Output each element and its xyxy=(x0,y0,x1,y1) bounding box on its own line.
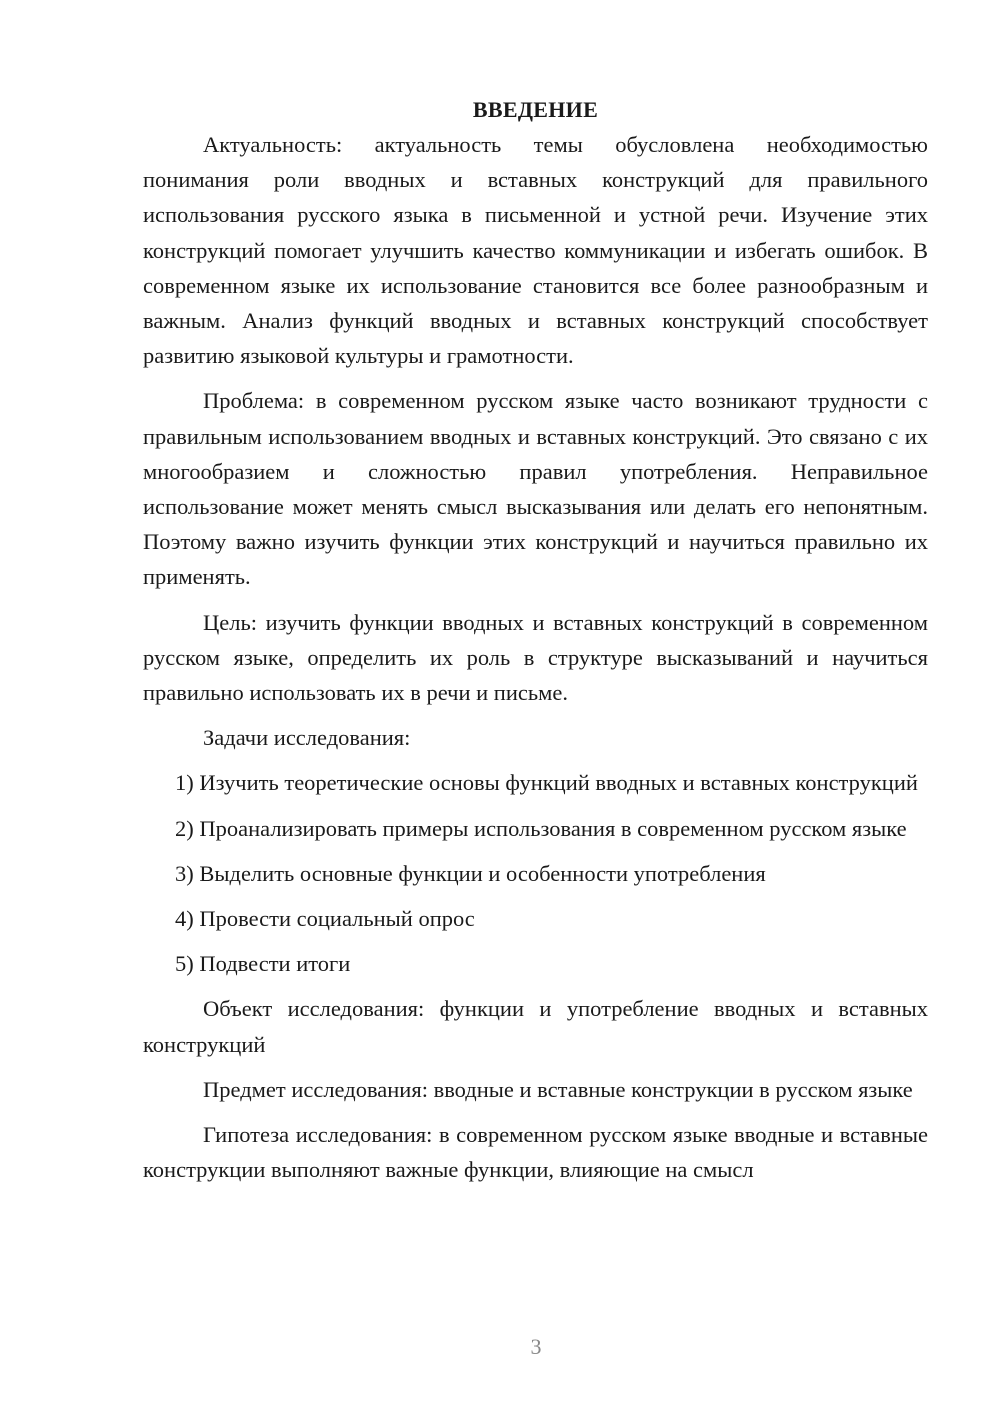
task-item-3: 3) Выделить основные функции и особенности употребления xyxy=(175,860,766,886)
tasks-heading: Задачи исследования: xyxy=(203,725,411,751)
page-title: ВВЕДЕНИЕ xyxy=(472,97,599,122)
object-paragraph: Объект исследования: функции и употребление вводных и вставных конструкций xyxy=(143,996,928,1057)
hypothesis-paragraph: Гипотеза исследования: в современном русском языке вводные и вставные конструкции выполняют важные функции, влияющие на смысл xyxy=(143,1122,928,1183)
subject-paragraph: Предмет исследования: вводные и вставные конструкции в русском языке xyxy=(203,1076,913,1102)
task-item-1: 1) Изучить теоретические основы функций вводных и вставных конструкций xyxy=(175,770,918,796)
task-item-2: 2) Проанализировать примеры использования в современном русском языке xyxy=(175,815,907,841)
relevance-paragraph: Актуальность: актуальность темы обусловлена необходимостью понимания роли вводных и вставных конструкций для правильного использования русского языка в письменной и устной речи. Изучение этих конструкций помогает улучшить качество коммуникации и избегать ошибок. В современном языке их использование становится все более разнообразным и важным. Анализ функций вводных и вставных конструкций способствует развитию языковой культуры и грамотности. xyxy=(143,132,928,369)
task-item-5: 5) Подвести итоги xyxy=(175,951,351,977)
goal-paragraph: Цель: изучить функции вводных и вставных конструкций в современном русском языке, определить их роль в структуре высказываний и научиться правильно использовать их в речи и письме. xyxy=(143,609,928,706)
problem-paragraph: Проблема: в современном русском языке часто возникают трудности с правильным использованием вводных и вставных конструкций. Это связано с их многообразием и сложностью правил употребления. Неправильное использование может менять смысл высказывания или делать его непонятным. Поэтому важно изучить функции этих конструкций и научиться правильно их применять. xyxy=(143,388,928,590)
page-content xyxy=(143,92,928,1197)
task-item-4: 4) Провести социальный опрос xyxy=(175,906,475,932)
page-number: 3 xyxy=(530,1334,542,1359)
